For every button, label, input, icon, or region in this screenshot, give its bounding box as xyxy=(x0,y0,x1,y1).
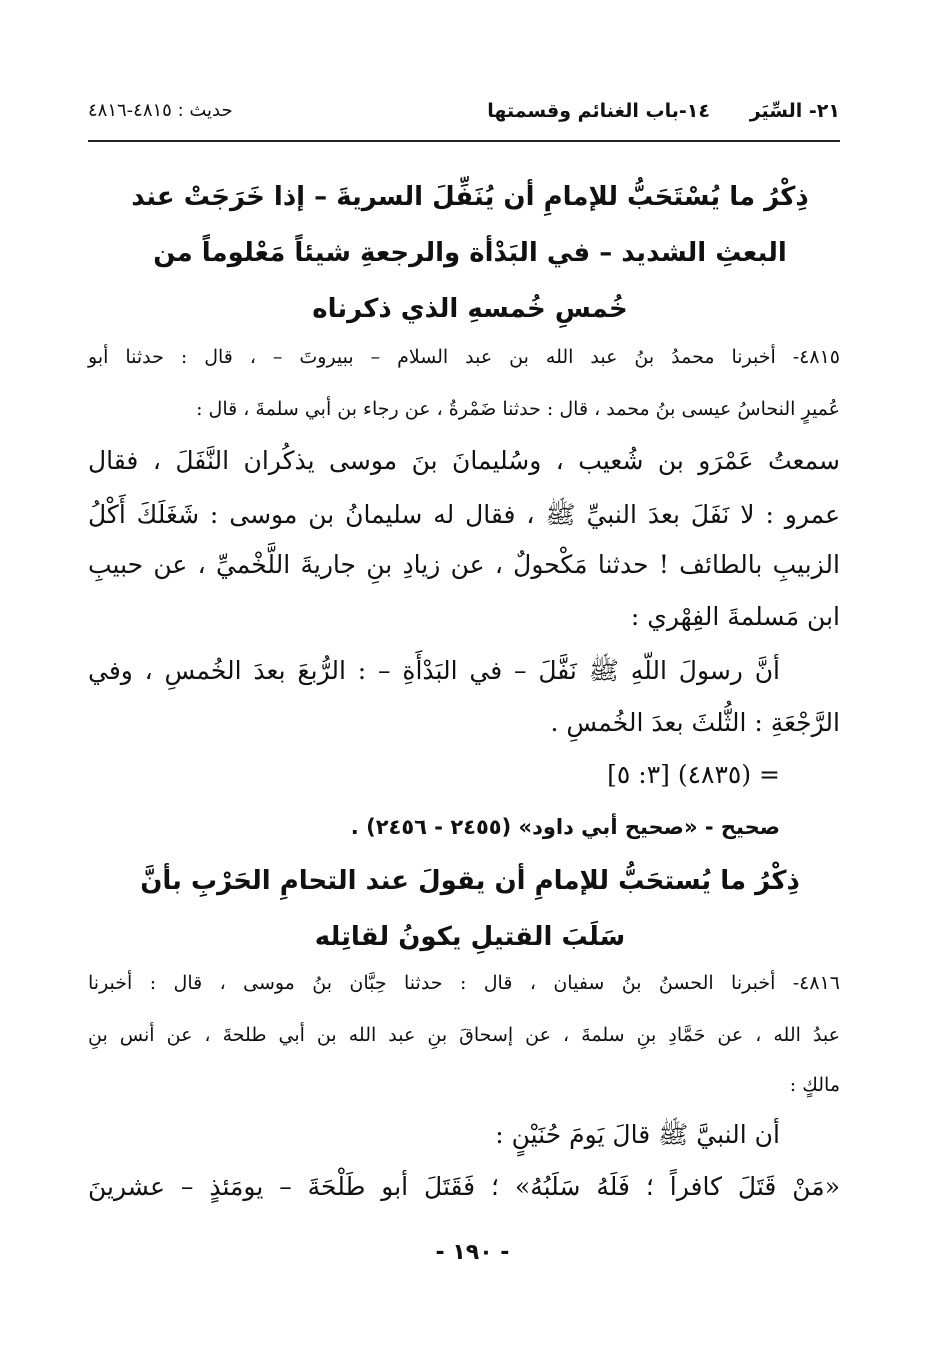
hadith-matn-line: أنَّ رسولَ اللّهِ ﷺ نَفَّلَ – في البَدْأَةِ – : الرُّبعَ بعدَ الخُمسِ ، وفي xyxy=(88,656,780,685)
hadith-matn-line: «مَنْ قَتَلَ كافراً ؛ فَلَهُ سَلَبُهُ» ؛ فَقَتَلَ أبو طَلْحَةَ – يومَئذٍ – عشرينَ xyxy=(88,1172,840,1201)
hadith-text-line: عبدُ الله ، عن حَمَّادِ بنِ سلمةَ ، عن إسحاقَ بنِ عبد الله بن أبي طلحةَ ، عن أنس بنِ xyxy=(88,1024,840,1046)
section-heading-line: ذِكْرُ ما يُستحَبُّ للإمامِ أن يقولَ عند التحامِ الحَرْبِ بأنَّ xyxy=(140,866,800,896)
hadith-text-line: عمرو : لا نَفَلَ بعدَ النبيِّ ﷺ ، فقال له سليمانُ بن موسى : شَغَلَكَ أَكْلُ xyxy=(88,500,840,529)
hadith-text-line: ابن مَسلمةَ الفِهْري : xyxy=(630,602,840,631)
page-number: - ١٩٠ - xyxy=(435,1240,510,1265)
hadith-matn-line: أن النبيَّ ﷺ قالَ يَومَ حُنَيْنٍ : xyxy=(495,1120,780,1149)
section-heading-line: ذِكْرُ ما يُسْتَحَبُّ للإمامِ أن يُنَفِّلَ السريةَ – إذا خَرَجَتْ عند xyxy=(131,182,809,212)
hadith-text-line: مالكٍ : xyxy=(789,1074,840,1096)
section-heading-line: سَلَبَ القتيلِ يكونُ لقاتِله xyxy=(314,922,626,952)
running-header xyxy=(88,96,840,136)
hadith-text-line: عُميرٍ النحاسُ عيسى بنُ محمد ، قال : حدثنا ضَمْرةُ ، عن رجاء بن أبي سلمةَ ، قال : xyxy=(196,398,840,420)
hadith-text-line: ٤٨١٦- أخبرنا الحسنُ بنُ سفيان ، قال : حدثنا حِبَّان بنُ موسى ، قال : أخبرنا xyxy=(88,972,840,994)
hadith-text-line: سمعتُ عَمْرَو بن شُعيب ، وسُليمانَ بنَ موسى يذكُران النَّفَلَ ، فقال xyxy=(88,446,840,475)
hadith-grading: صحيح - «صحيح أبي داود» (٢٤٥٥ - ٢٤٥٦) . xyxy=(350,815,780,839)
section-heading-line: خُمسِ خُمسهِ الذي ذكرناه xyxy=(312,294,628,324)
cross-reference: = (٤٨٣٥) [٣: ٥] xyxy=(607,760,780,789)
section-heading-line: البعثِ الشديد – في البَدْأة والرجعةِ شيئاً مَعْلوماً من xyxy=(153,238,787,268)
book-title: ٢١- السِّيَر xyxy=(749,100,840,122)
hadith-matn-line: الرَّجْعَةِ : الثُّلثَ بعدَ الخُمسِ . xyxy=(550,708,840,737)
hadith-text-line: الزبيبِ بالطائف ! حدثنا مَكْحولٌ ، عن زيادِ بنِ جاريةَ اللَّخْميِّ ، عن حبيبِ xyxy=(88,550,840,579)
header-rule xyxy=(88,140,840,142)
hadith-range: حديث : ٤٨١٥-٤٨١٦ xyxy=(88,100,233,121)
chapter-title: ١٤-باب الغنائم وقسمتها xyxy=(487,100,710,122)
hadith-text-line: ٤٨١٥- أخبرنا محمدُ بنُ عبد الله بن عبد السلام – ببيروتَ – ، قال : حدثنا أبو xyxy=(88,346,840,368)
